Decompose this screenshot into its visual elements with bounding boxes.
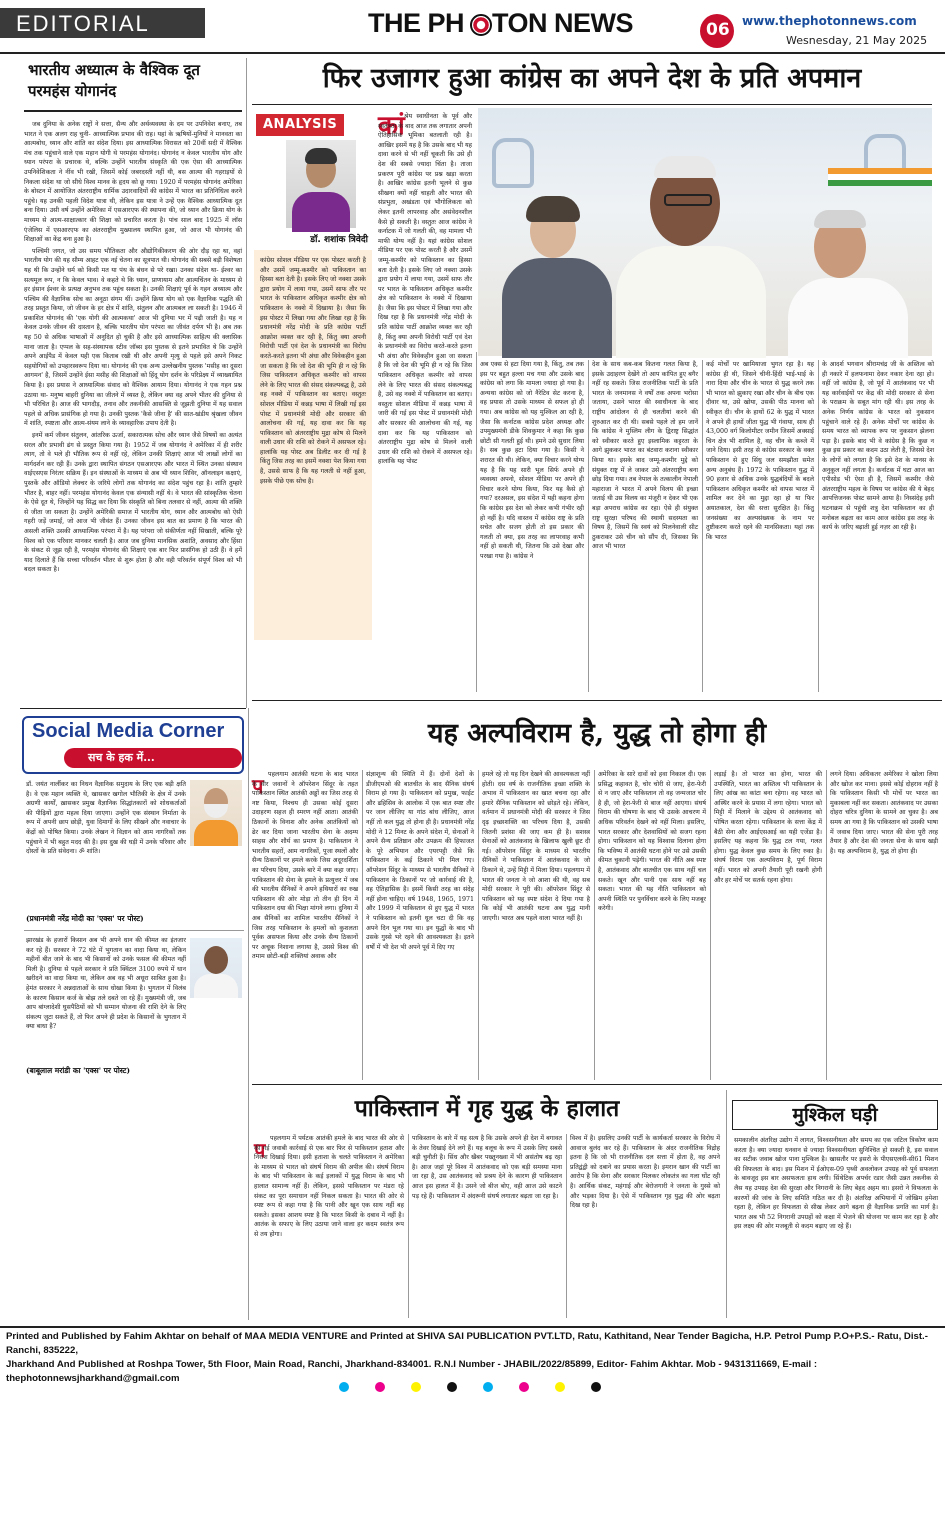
footer-imprint bbox=[6, 1330, 941, 1384]
article2-col-6: लगने दिया। अधिकतर अमेरिका ने खोला लिया और खोज कर माना। इससे कोई दोहराव नहीं है कि पाकिस्तान किसी भी मोर्चे पर भारत का मुकाबला नहीं कर सकता। आतंकवाद पर उसका दोहरा चरित्र दुनिया के सामने आ चुका है। अब समय आ गया है कि पाकिस्तान को उसकी भाषा में जवाब दिया जाए। भारत की सेना पूरी तरह तैयार है और देश की जनता सेना के साथ खड़ी है। यह अल्पविराम है, युद्ध तो होगा ही। bbox=[830, 771, 938, 855]
social-right-rule bbox=[248, 708, 249, 1320]
section-label: EDITORIAL bbox=[16, 11, 150, 36]
analysis-sidebar bbox=[254, 250, 372, 640]
article2-col-rule-1 bbox=[362, 770, 363, 1080]
website-link[interactable]: www.thephotonnews.com bbox=[742, 14, 917, 28]
mushkil-title: मुश्किल घड़ी bbox=[732, 1100, 938, 1130]
left-article-title: भारतीय अध्यात्म के वैश्विक दूत परमहंस योगानंद bbox=[24, 58, 242, 112]
author-shirt-icon bbox=[292, 192, 350, 232]
person-center-hair-icon bbox=[654, 156, 716, 178]
main-headline-rule bbox=[252, 104, 932, 105]
person-right-hair-icon bbox=[814, 210, 866, 228]
left-article-para-3: इनमें कर्म जीवन संतुलन, आंतरिक ऊर्जा, सकारात्मक सोच और ध्यान जैसे विषयों का अत्यंत सरल और प्रभावी ढंग से प्रस्तुत किया गया है। 1952 में जब योगानंद ने अमेरिका में ही शरीर त्याग, तो वे भले ही भौतिक रूप से नहीं रहे, लेकिन उनकी शिक्षाएं आज भी लाखों लोगों का मार्गदर्शन कर रही हैं। उनके द्वारा स्थापित संगठन एसआरएफ और भारत में स्थित उनका संस्थान वाईएसएस निरंतर सक्रिय हैं। इन संस्थाओं के माध्यम से अब भी ध्यान शिविर, ऑनलाइन कक्षाएं, पुस्तकें और ऑडियो लेक्चर के जरिये लोगों तक योगानंद का संदेश पहुंच रहा है। शांति तुम्हारे भीतर है, बाहर नहीं। परमहंस योगानंद केवल एक संन्यासी नहीं थे। वे भारत की सांस्कृतिक चेतना के ऐसे दूत थे, जिन्होंने यह सिद्ध कर दिया कि संस्कृति को बिना तलवार से नहीं, आत्मा की शक्ति से जीता जा सकता है। उन्होंने अमेरिकी समाज में भारतीय योग, ध्यान और आत्मबोध को ऐसी गहरी जड़ें जमाईं, जो आज भी जीवंत हैं। उनका जीवन इस बात का प्रमाण है कि भारत की असली शक्ति उसकी आध्यात्मिक परंपरा में है। यह परंपरा जो संकीर्णता नहीं सिखाती, बल्कि पूरे विश्व को एक परिवार मानकर चलती है। आज जब दुनिया मानसिक अशांति, अवसाद और हिंसा के संकट से जूझ रही है, परमहंस योगानंद की शिक्षाएं एक बार फिर प्रासंगिक हो उठी हैं। वे हमें याद दिलाते हैं कि सच्चा परिवर्तन भीतर से शुरू होता है और वही परिवर्तन संपूर्ण विश्व को भी बदल सकता है। bbox=[24, 432, 242, 574]
article2-headline: यह अल्पविराम है, युद्ध तो होगा ही bbox=[427, 718, 767, 749]
color-registration-bar bbox=[110, 1382, 830, 1392]
modi-beard-icon bbox=[204, 804, 228, 818]
black-mark-icon bbox=[447, 1382, 457, 1392]
social-divider bbox=[24, 930, 244, 931]
left-article bbox=[24, 58, 242, 708]
marandi-head-icon bbox=[204, 946, 228, 974]
article3-col-1: पहलगाम में पर्यटक आतंकी हमले के बाद भारत की ओर से की गई जवाबी कार्रवाई से एक बार फिर से पाकिस्तान हताश और निराश दिखाई दिया। इसी हताशा के चलते पाकिस्तान ने अमेरिका के माध्यम से भारत को संघर्ष विराम की अपील की। संघर्ष विराम के बाद भी पाकिस्तान के कई इलाकों में युद्ध विराम के बाद भी हालात सामान्य नहीं हैं। लेकिन, इससे पाकिस्तान पर मंडरा रहे संकट का पूरा समाधान नहीं निकल सकता है। भारत की ओर से स्पष्ट रूप से कहा गया है कि पानी और खून एक साथ नहीं बह सकते। इसका आशय स्पष्ट है कि भारत किसी के दबाव में नहीं है। आतंक के सफाए के लिए उठाया जाने वाला हर कदम स्वतंत्र रूप से तय होगा। bbox=[254, 1135, 404, 1238]
article2-col-rule-5 bbox=[826, 770, 827, 1080]
article2-dropcap: प bbox=[252, 774, 264, 798]
article2-col-rule-3 bbox=[594, 770, 595, 1080]
left-article-para-2: पश्चिमी जगत, जो उस समय भौतिकता और औद्योगिकीकरण की ओर दौड़ रहा था, वहां भारतीय योग की यह सौम्य आहट एक नई चेतना का सूत्रपात थी। योगानंद की सबसे बड़ी विशेषता यह थी कि उन्होंने धर्म को किसी मत या पंथ के बंधन से परे रखा। उनका संदेश था- ईश्वर का सत्यमूल रूप, न कि केवल भाव। वे कहते थे कि ध्यान, प्राणायाम और आत्मचिंतन के माध्यम से हर इंसान ईश्वर के प्रत्यक्ष अनुभव तक पहुंच सकता है। उनकी शिक्षाएं पूर्व के गहन अध्यात्म और पश्चिम की वैज्ञानिक सोच का अनूठा संगम थीं। उन्होंने क्रिया योग को एक वैज्ञानिक पद्धति की तरह प्रस्तुत किया, जो जीवन के हर क्षेत्र में शांति, संतुलन और आत्मबल ला सकती है। 1946 में प्रकाशित योगानंद की 'एक योगी की आत्मकथा' आज भी दुनिया भर में पढ़ी जाती है। यह न केवल उनके जीवन की दास्तान है, बल्कि भारतीय योग परंपरा का जीवंत दर्पण भी है। अब तक यह 50 से अधिक भाषाओं में अनूदित हो चुकी है और इसे आध्यात्मिक साहित्य की क्लासिक माना जाता है। एप्पल के सह-संस्थापक स्टीव जॉब्स इस पुस्तक से इतने प्रभावित थे कि उन्होंने अपने आईपैड में केवल यही एक किताब रखी थी और अपनी मृत्यु से पहले इसे अपने निकट सहयोगियों को उपहारस्वरूप दिया था। योगानंद की एक अन्य उल्लेखनीय पुस्तक 'मसीह का दूसरा आगमन' है, जिसमें उन्होंने ईसा मसीह की शिक्षाओं को हिंदू योग दर्शन के परिप्रेक्ष्य में व्याख्यायित किया है। इस प्रयास ने आध्यात्मिक संवाद को वैश्विक आयाम दिया। योगानंद ने एक गहन प्रश्न उठाया था- मनुष्य बाहरी दुनिया का जीतने में व्यस्त है, लेकिन क्या वह अपने भीतर की दुनिया से भी परिचित है। आज की भागदौड़, तनाव और तकनीकी आसक्ति से जूझती दुनिया में यह सवाल पहले से अधिक प्रासंगिक हो गया है। उनकी पुस्तक 'कैसे जीना है' की सात-खंडीय श्रृंखला जीवन में शांति, स्पष्टता और आत्म-संयम लाने के व्यावहारिक उपाय देती है। bbox=[24, 247, 242, 428]
analysis-col-4: कई मोर्चों पर खामियाजा भुगत रहा है। यह कांग्रेस ही थी, जिसने चीनी-हिंदी भाई-भाई के नारा दिया और चीन के भारत से युद्ध करने तक भी भारत को झुकाए रखा और चीन के बीच एक दीवार था, उसे खोया, उसकी पीठ मानना को स्वीकृत दी। चीन के हाथों 62 के युद्ध में भारत ने अपने ही हाथों जीता युद्ध भी गंवाया, साथ ही 43,000 वर्ग किलोमीटर जमीन जिसमें अक्साई चिन क्षेत्र भी शामिल है, वह चीन के कब्जे में जाने दिया। इसी तरह से कांग्रेस सरकार के वक्त पाकिस्तान से हुए सिंधु जल समझौता समेत अन्य अनुबंध हैं। 1972 के पाकिस्तान युद्ध में 90 हजार से अधिक उनके युद्धबंदियों के बदले पाकिस्तान अधिकृत कश्मीर को वापस भारत में शामिल कर देने का मुद्दा रहा हो या फिर अयातकाल, देश की सत्ता सुरक्षित है। किंतु जनसंख्या का अल्पसंख्यक के नाम पर तुष्टीकरण करते रहने की मानसिकता। यहां तक कि भारत bbox=[706, 361, 814, 541]
analysis-col-5: के आदर्श भगवान श्रीरामचंद्र जी के अस्तित्व को ही नकारे में हलफनामा देकर नकार देना रहा हो। वहीं जो कांग्रेस है, जो पूर्व में आतंकवाद पर भी यह कार्रवाईयों पर केंद्र की मोदी सरकार से सेना के पराक्रम के सबूत मांग रही थी। इस तरह के अनेक निर्णय कांग्रेस के भारत को नुकसान पहुंचाने वाले रहे हैं। अनेक मोर्चों पर कांग्रेस के समय भारत को व्यापक रूप पर नुकसान झेलना पड़ा है। इसके बाद भी वे कांग्रेस है कि कुछ न कुछ इस प्रकार का कदम उठा लेती है, जिससे देश के लोगों को लगता है कि इसे देश के मानस के अनुकूल नहीं लगता है। कर्नाटक में घटा आज का एपीसोड भी ऐसा ही है, जिसमें कश्मीर जैसे अंतरराष्ट्रीय महत्व के विषय पर कांग्रेस की ये बेहद आपत्तिजनक पोस्ट सामने आया है। निस्संदेह इसी घटनाक्रम से पहुंची शत्रु देश पाकिस्तान का ही मनोबल बढ़ता का काम आज कांग्रेस इस तरह के कार्य के जरिए बढ़ाती हुई नज़र आ रही है। bbox=[822, 361, 934, 532]
analysis-col-rule-3 bbox=[702, 360, 703, 692]
article2-top-rule bbox=[252, 700, 942, 701]
social-media-corner bbox=[22, 716, 244, 774]
social-tagline: सच के हक में... bbox=[88, 751, 155, 764]
analysis-dropcap: कां bbox=[378, 111, 405, 141]
footer-line-1: Printed and Published by Fahim Akhtar on behalf of MAA MEDIA VENTURE and Printed at SHIVA SAI PUBLICATION PVT.LTD, Ratu, Kathitand, Near Tender Bagicha, H.P. Petrol Pump P.O+P.S.- Ratu, Dist.-Ranchi, 835222, bbox=[6, 1331, 928, 1356]
article2-col-rule-2 bbox=[478, 770, 479, 1080]
marandi-avatar bbox=[190, 938, 242, 998]
article2-col-5: लड़ाई है। तो भारत का होना, भारत की उपस्थिति, भारत का अस्तित्व भी पाकिस्तान के लिए आंख का कांटा बना रहेगा। वह भारत को अस्थिर करने के प्रयास में लगा रहेगा। भारत को मिट्टी में मिलाने के उद्देश्य से आतंकवाद को पोषित करता रहेगा। पाकिस्तान के सत्ता केंद्र में बैठी सेना और आईएसआई का यही एजेंडा है। इसलिए यह कहना कि युद्ध टल गया, गलत होगा। युद्ध केवल कुछ समय के लिए रुका है। संघर्ष विराम एक अल्पविराम है, पूर्ण विराम नहीं। भारत को अपनी तैयारी पूरी रखनी होगी और हर मोर्चे पर सतर्क रहना होगा। bbox=[714, 771, 822, 884]
masthead bbox=[360, 4, 660, 42]
yellow-mark-icon bbox=[555, 1382, 565, 1392]
article2-col-1: पहलगाम आतंकी घटना के बाद भारत के वीर जवानों ने ऑपरेशन सिंदूर के तहत पाकिस्तान स्थित आतंकी अड्डों का जिस तरह से नष्ट किया, निश्चय ही उसका कोई दूसरा उदाहरण सहज ही स्मरण नहीं आता। आतंकी ठिकानों के विनाश और अनेक आतंकियों को ढेर कर दिया जाना भारतीय सेना के अदम्य साहस और शौर्य का प्रमाण है। पाकिस्तान ने भारतीय सहरों, आम नागरिकों, पूजा स्थलों और सैन्य ठिकानों पर हमले करके जिस अदूरदर्शिता का परिचय दिया, उसके बारे में क्या कहा जाए। पाकिस्तान की सेना के हमले के प्रत्युत्तर में जब की भारतीय सैनिकों ने अपने हथियारों का रुख पाकिस्तान की ओर मोड़ा तो तीन ही दिन में पाकिस्तान दया की भिक्षा मांगने लगा। दुनिया में अब सैनिकों का शामिल भारतीय सैनिकों ने जिस तरह पाकिस्तान के हमलों को कुशलता पूर्वक असफल किया और उनके सैन्य ठिकानों पर अचूक निशाना लगाया है, उससे विश्व की तमाम छोटी-बड़ी शक्तियां अवाक और bbox=[252, 771, 359, 961]
cyan-mark-icon bbox=[483, 1382, 493, 1392]
analysis-label-text: ANALYSIS bbox=[263, 117, 338, 132]
magenta-mark-icon bbox=[375, 1382, 385, 1392]
magenta-mark-icon bbox=[519, 1382, 529, 1392]
article3-top-rule bbox=[252, 1084, 942, 1085]
page-number: 06 bbox=[706, 20, 730, 40]
section-banner bbox=[0, 8, 205, 38]
person-center-body-icon bbox=[616, 246, 766, 358]
person-right-body-icon bbox=[788, 278, 908, 358]
social-post-2: झारखंड के हजारों किसान अब भी अपने धान की कीमत का इंतजार कर रहे हैं। सरकार ने 72 घंटे में भुगतान का वादा किया था, लेकिन महीनों बीत जाने के बाद भी किसानों को उनके फसल की कीमत नहीं मिली है। दुनिया से पहले सरकार ने प्रति क्विंटल 3100 रुपये में धान खरीदने का वादा किया था, लेकिन अब वह भी अधूरा साबित हुआ है। हेमंत सरकार ने अन्नदाताओं के साथ धोखा किया है। भुगतान में विलंब के कारण किसान कर्ज के बोझ तले दबते जा रहे हैं। मुख्यमंत्री जी, जब आप बांग्लादेशी घुसपैठियों को भी सम्मान योजना की राशि देने के लिए संकल्प जुटा सकते हैं, तो फिर अपने ही प्रदेश के किसानों के भुगतान में क्या बाधा है? bbox=[26, 937, 186, 1031]
article3-col-3: विश्व में है। इसलिए उनकी पार्टी के कार्यकर्ता सरकार के विरोध में आवाज बुलंद कर रहे हैं। पाकिस्तान के अंदर राजनीतिक विद्रोह इतना है कि जो भी राजनीतिक दल सत्ता में होता है, वह अपने प्रतिद्वंद्वी को दबाने का प्रयास करता है। इमरान खान की पार्टी का आरोप है कि सेना और सरकार मिलकर लोकतंत्र का गला घोंट रही है। आर्थिक संकट, महंगाई और बेरोजगारी ने जनता के गुस्से को और भड़का दिया है। ऐसे में पाकिस्तान गृह युद्ध की ओर बढ़ता दिख रहा है। bbox=[570, 1135, 720, 1210]
black-mark-icon bbox=[591, 1382, 601, 1392]
analysis-col-rule-2 bbox=[588, 360, 589, 692]
article3-col-rule-2 bbox=[566, 1134, 567, 1318]
social-post-1: डॉ. जयंत नार्लीकर का निधन वैज्ञानिक समुदाय के लिए एक बड़ी क्षति है। वे एक महान व्यक्ति थे, खासकर खगोल भौतिकी के क्षेत्र में उनके अग्रणी कार्यों, ख़ासकर प्रमुख वैज्ञानिक सिद्धांतकारों को शोधकर्ताओं की पीढ़ियों द्वारा महत्व दिया जाएगा। उन्होंने एक संस्थान निर्माता के रूप में अपनी छाप छोड़ी, युवा दिमागों के लिए सीखने और नवाचार के केंद्रों को पोषित किया। उनके लेखन ने विज्ञान को आम नागरिकों तक पहुंचाने में भी बहुत मदद की है। इस दुख की घड़ी में उनके परिवार और दोस्तों के प्रति संवेदना। ॐ शांति। bbox=[26, 781, 186, 856]
article2-col-3: हमले रहे तो यह दिन देखने की आवश्यकता नहीं होती। दस वर्ष के राजनीतिक इच्छा शक्ति के अभाव में पाकिस्तान का खात बचना रहा और हमारे सैनिक पाकिस्तान को छोड़ते रहे। लेकिन, वर्तमान में प्रधानमंत्री मोदी की सरकार ने जिस दृढ़ इच्छाशक्ति का परिचय दिया है, उसकी जितनी प्रशंसा की जाए कम ही है। सशस्त्र सेनाओं को आतंकवाद के खिलाफ खुली छूट दी गई। ऑपरेशन सिंदूर के माध्यम से भारतीय सैनिकों ने पाकिस्तान में आतंकवाद के जो ठिकाने थे, उन्हें मिट्टी में मिला दिया। पहलगाम में भारत की जनता ने जो आशा की थी, वह सब मोदी सरकार ने पूरी की। ऑपरेशन सिंदूर से पाकिस्तान को यह स्पष्ट संदेश दे दिया गया है कि कोई भी आतंकी घटना अब युद्ध मानी जाएगी। भारत अब पहले वाला भारत नहीं है। bbox=[482, 771, 590, 922]
left-article-para-1: जब दुनिया के अनेक राष्ट्रों ने सत्ता, सैन्य और अर्थव्यवस्था के दम पर उपनिवेश बनाए, तब भारत ने एक अलग राह चुनी- आध्यात्मिक प्रभाव की राह। यहां के ऋषियों-मुनियों ने मानवता का आत्मबोध, ध्यान और शांति का संदेश दिया। इस आध्यात्मिक विरासत को 20वीं सदी में वैश्विक मंच तक पहुंचाने वाले एक महान योगी थे परमहंस योगानंद। योगानंद न केवल भारतीय योग और ध्यान परंपरा के प्रचारक थे, बल्कि उन्होंने भारतीय संस्कृति की एक ऐसा की आध्यात्मिक उपनिवेशिकता ने नींव भी रखी, जिसमें कोई जबरदस्ती नहीं थी, बस आत्मा की गहराइयों से निकला संदेश था जो सीधे विश्व मानव के हृदय को छू गया। 1920 में परमहंस योगानंद अमेरिका के बोस्टन में आयोजित अंतरराष्ट्रीय धार्मिक उदारवादियों की कांग्रेस में भारत का प्रतिनिधित्व करने पहुंचे। यह उनकी पहली विदेश यात्रा थी, लेकिन इस यात्रा ने उन्हें एक वैश्विक आध्यात्मिक दूत बना दिया। उसी वर्ष उन्होंने अमेरिका में एसआरएफ की स्थापना की, जो ध्यान और क्रिया योग के माध्यम से आत्म-साक्षात्कार की शिक्षा को प्रचारित करता है। पांच साल बाद 1925 में लॉस एंजेलिस में एसआरएफ का अंतरराष्ट्रीय मुख्यालय स्थापित हुआ, जो आज भी योगानंद की शिक्षाओं का केंद्र बना हुआ है। bbox=[24, 121, 242, 244]
analysis-col-rule-1 bbox=[476, 352, 477, 692]
page-number-badge bbox=[700, 14, 734, 48]
article3-col-rule-1 bbox=[408, 1134, 409, 1318]
author-hair-icon bbox=[305, 148, 337, 164]
analysis-col-rule-4 bbox=[818, 360, 819, 692]
analysis-col-2: अब एक्स से हटा दिया गया है, किंतु, तब तक इस पर बहुत हल्ला मच गया और उसके बाद कांग्रेस को लगा कि मामला ज्यादा हो गया है। अन्यथा कांग्रेस को जो नैरेटिव सेट करना है, वह प्रयास तो उसके माध्यम से सफल हो ही गया। अब कांग्रेस को यह मुश्किल आ रही है, जैसा कि कर्नाटक कांग्रेस प्रदेश अध्यक्ष और उपमुख्यमंत्री डीके शिवकुमार ने कहा कि कुछ छोटी सी गलती हुई थी। हमने उसे सुधार लिया है। सब कुछ हटा दिया गया है। किसी ने शरारत की थी। लेकिन, क्या विचार करने योग्य यह है कि यह सारी भूल सिर्फ अपने ही व्यवस्था अपनो, सोशल मीडिया पर अपने ही विचार करने योग्य किया, फिर यह कैसे हो गया? दरअसल, इस संदेश में यही कहना होगा कि कांग्रेस इस देश को लेकर कभी गंभीर रही हो नहीं है। यदि वास्तव में कांग्रेस राष्ट्र के प्रति सचेत और सजग होती तो इस प्रकार की गलती तो क्या, इस तरह का लापरवाह कभी नहीं हो सकती थी, जितना कि उसे देखा और परखा गया है। कांग्रेस ने bbox=[480, 361, 584, 560]
analysis-label bbox=[256, 114, 344, 136]
cyan-mark-icon bbox=[339, 1382, 349, 1392]
masthead-left: THE PH bbox=[368, 8, 465, 38]
left-column-rule bbox=[246, 58, 247, 708]
person-center-glasses-icon bbox=[664, 194, 712, 206]
congress-leaders-photo bbox=[478, 108, 932, 356]
social-tagline-band bbox=[64, 748, 242, 768]
person-left-body-icon bbox=[502, 258, 612, 358]
author-name: डॉ. शशांक त्रिवेदी bbox=[310, 235, 368, 245]
person-left-hair-icon bbox=[526, 196, 580, 222]
masthead-right: TON NEWS bbox=[492, 8, 634, 38]
analysis-col-3: देश के साथ कब-कब कितना गलत किया है, इसके उदाहरण देखेंगे तो आप कांपित हुए बगैर नहीं रह सकते। जिस राजनीतिक पार्टी के प्रति भारत के जनमानस ने वर्षों तक अपना भरोसा जताया, उसने भारत की स्वाधीनता के बाद राष्ट्रीय आंदोलन से ही चलतीयां करने की शुरुआत कर दी थी। सबसे पहले तो हम जानें कि कांग्रेस ने मुस्लिम लीग के द्विराष्ट्र सिद्धांत को स्वीकार करते हुए इस्लामिक कट्टरता के आगे झुककर भारत का बंटवारा कराना स्वीकार किया था। इसके बाद जम्मू-कश्मीर मुद्दे को संयुक्त राष्ट्र में ले जाकर उसे अंतरराष्ट्रीय बना छोड़ दिया गया। तब नेपाल के तत्कालीन नेपाली महाराजा ने भारत में अपने विलय की इच्छा जताई थी उस विलय का मंजूरी न देकर भी एक बड़ा अपराध कांग्रेस का रहा। ऐसे ही संयुक्त राष्ट्र सुरक्षा परिषद की स्थायी सदस्यता का विषय है, जिसमें कि स्वयं को मिलनेवाली सीट ठुकराकर उसे चीन को सौंप दी, जिसका कि आज भी भारत bbox=[592, 361, 698, 551]
modi-avatar bbox=[190, 780, 242, 846]
footer-rule bbox=[0, 1326, 945, 1328]
left-article-body bbox=[24, 120, 242, 575]
marandi-body-icon bbox=[194, 974, 238, 998]
main-headline: फिर उजागर हुआ कांग्रेस का अपने देश के प्रति अपमान bbox=[322, 63, 862, 94]
analysis-sidebar-text: कांग्रेस सोशल मीडिया पर एक पोस्टर करती है और उसमें जम्मू-कश्मीर को पाकिस्तान का हिस्सा बता देती है। इसके लिए जो नक्शा उसके द्वारा प्रयोग में लाया गया, उसमें साफ तौर पर भारत के पाकिस्तान अधिकृत कश्मीर क्षेत्र को पाकिस्तान के नक्शे में दिखाया है। जैसा कि इस पोस्टर में लिखा गया और लिखा रहा है कि प्रधानमंत्री नरेंद्र मोदी के प्रति कांग्रेस पार्टी आक्रोश व्यक्त कर रही है, किंतु क्या अपनी विरोधी पार्टी एवं देश के प्रधानमंत्री का विरोध करते-करते इतना भी अंधा और विवेकहीन हुआ जा सकता है कि जो देश की भूमि ही न रहे कि जिस पाकिस्तान अधिकृत कश्मीर को वापस लेने के लिए भारत की संसद संकल्पबद्ध है, उसे वह नक्शे में पाकिस्तान का बताए। वस्तुतः सोशल मीडिया में कन्नड़ भाषा में लिखी गई इस पोस्ट में प्रधानमंत्री मोदी और सरकार की आलोचना की गई, यह दावा कर कि यह पाकिस्तान को अंतरराष्ट्रीय मुद्रा कोष से मिलने वाली उधार की राशि को रोकने में असफल रहे। हालांकि यह पोस्ट अब डिलीट कर दी गई है किंतु जिस तरह का इसमें नक्शा पेश किया गया है, उससे साफ है कि यह गलती से नहीं हुआ, इसके पीछे एक सोच है। bbox=[260, 257, 366, 485]
yellow-mark-icon bbox=[411, 1382, 421, 1392]
article2-col-rule-4 bbox=[710, 770, 711, 1080]
social-post-1-source: (प्रधानमंत्री नरेंद्र मोदी का 'एक्स' पर पोस्ट) bbox=[26, 914, 144, 923]
analysis-col-1: श्रेय स्वाधीनता के पूर्व और स्वतंत्रता के बाद आज तक लगातार अपनी ऐतिहासिक भूमिका बतलाती रही है। आखिर इसमें यह है कि उसके बाद भी यह दावा करने से भी नहीं चूकती कि उसे ही देश की सबसे ज्यादा चिंता है। ताजा प्रकरण पूरी कांग्रेस पर प्रश्न खड़ा करता है। आखिर कांग्रेस इतनी भूलने से कुछ सीखना क्यों नहीं चाहती और भारत की संप्रभुता, अखंडता एवं भौगोलिकता को लेकर इतनी लापरवाह और असंवेदनशील कैसे हो सकती है। वस्तुतः आज कांग्रेस ने कर्नाटक में जो गलती की, वह मामला भी माफी योग्य नहीं है। यहां कांग्रेस सोशल मीडिया पर एक पोस्ट करती है और उसमें जम्मू-कश्मीर को पाकिस्तान का हिस्सा बता देती है। इसके लिए जो नक्शा उसके द्वारा प्रयोग में लाया गया, उसमें साफ तौर पर भारत के पाकिस्तान अधिकृत कश्मीर क्षेत्र को पाकिस्तान के नक्शे में दिखाया है। जैसा कि इस पोस्टर में लिखा गया और दिख रहा है कि प्रधानमंत्री नरेंद्र मोदी के प्रति कांग्रेस पार्टी आक्रोश व्यक्त कर रही है, किंतु क्या अपनी विरोधी पार्टी एवं देश के प्रधानमंत्री का विरोध करते-करते इतना भी अंधा और विवेकहीन हुआ जा सकता है कि जो देश की भूमि ही न रहे कि जिस पाकिस्तान अधिकृत कश्मीर को वापस लेने के लिए भारत की संसद संकल्पबद्ध है, उसे वह नक्शे में पाकिस्तान का बताए। वस्तुतः सोशल मीडिया में कन्नड़ भाषा में जारी की गई इस पोस्ट में प्रधानमंत्री मोदी और सरकार की आलोचना की गई, यह दावा कर कि यह पाकिस्तान को अंतरराष्ट्रीय मुद्रा कोष से मिलने वाली उधार की राशि को रोकने में असफल रहे। हालांकि यह पोस्ट bbox=[378, 113, 472, 466]
hand-symbol-icon bbox=[492, 138, 534, 188]
article3-dropcap: प bbox=[254, 1138, 266, 1162]
footer-line-2: Jharkhand And Published at Roshpa Tower, 5th Floor, Main Road, Ranchi, Jharkhand-834001. R.N.I Number - JHABIL/2022/85899, Editor- Fahim Akhtar. Mob - 9431311669, E-mail : thephotonnewsjharkhand@gmail.com bbox=[6, 1359, 818, 1384]
author-photo bbox=[286, 140, 356, 228]
social-title: Social Media Corner bbox=[32, 720, 225, 742]
article3-right-rule bbox=[726, 1090, 727, 1318]
header-rule bbox=[0, 52, 945, 54]
article2-col-2: संज्ञाशून्य की स्थिति में हैं। दोनों देशों के डीजीएमओ की बातचीत के बाद सैनिक संघर्ष विराम हो गया है। पाकिस्तान को प्रमुख, फाईट और ढहिसिव के आलोक में एक बात स्पष्ट तौर पर जान लीजिए या गांठ बांध लीजिए, आज नहीं तो कल युद्ध तो होना ही है। प्रधानमंत्री नरेंद्र मोदी ने 12 मिनट के अपने संदेश में, सेनाओं ने अपने सैन्य प्रतिष्ठान और उपक्रम की हिफाजत के पूरे अभियान और एयरपट्टी जैसे कि पाकिस्तान के कई ठिकाने भी मिल गए। ऑपरेशन सिंदूर के माध्यम से भारतीय सैनिकों ने पाकिस्तान के ठिकानों पर जो कार्रवाई की है, वह ऐतिहासिक है। इसमें किसी तरह का संदेह नहीं होना चाहिए। वर्ष 1948, 1965, 1971 और 1999 में पाकिस्तान से हुए युद्ध में भारत ने पाकिस्तान को इतनी धूल चटा दी कि वह अपने दिन भूल गया था। इन युद्धों के बाद भी उसके गुस्से भरे रहने की आवश्यकता है। इतने वर्षों में भी देश भी अपने पूर्व में दिए गए bbox=[366, 771, 474, 951]
social-top-rule bbox=[20, 708, 246, 709]
mushkil-text: समकालीन अंतरिक्ष उद्योग में लागत, विश्वसनीयता और समय का एक जटिल त्रिकोण काम करता है। क्या ज्यादा धनवान से ज्यादा विश्वसनीयता सुनिश्चित हो सकती है, इस सवाल का सटीक जवाब खोज पाना मुश्किल है। खासतौर पर इसरो के पीएसएलवी-सी61 मिशन की विफलता के बाद। इस मिशन में ईओएस-09 पृथ्वी अवलोकन उपग्रह को पूर्व सफलता के बावजूद इस बार असफलता हाथ लगी। सिंथेटिक अपर्चर रडार जैसी उन्नत तकनीक से लैस यह उपग्रह देश की सुरक्षा और निगरानी के लिए बेहद अहम था। इसरो ने विफलता के कारणों की जांच के लिए समिति गठित कर दी है। अंतरिक्ष अभियानों में जोखिम हमेशा रहता है, लेकिन हर विफलता से सीख लेकर आगे बढ़ना ही वैज्ञानिक प्रगति का मार्ग है। भारत अब भी 52 निगरानी उपग्रहों को कक्षा में भेजने की योजना पर काम कर रहा है और इस लक्ष्य की ओर मजबूती से कदम बढ़ाए जा रहे हैं। bbox=[734, 1137, 938, 1231]
article3-headline: पाकिस्तान में गृह युद्ध के हालात bbox=[354, 1095, 620, 1122]
photon-logo-icon bbox=[470, 14, 492, 36]
article3-col-2: पाकिस्तान के बारे में यह सत्य है कि उसके अपने ही देश में बगावत के तेवर दिखाई देने लगे हैं। यह बलूच के रूप में उसके लिए सबसे बड़ी चुनौती है। सिंध और खैबर पख्तूनख्वा में भी असंतोष बढ़ रहा है। आज जहां पूरे विश्व में आतंकवाद को एक बड़ी समस्या माना जा रहा है, उस आतंकवाद को प्रश्रय देने के कारण ही पाकिस्तान आज इस हालत में है। उसने जो बीज बोए, वही आज उसे काटने पड़ रहे हैं। पाकिस्तान में अंदरूनी संघर्ष लगातार बढ़ता जा रहा है। bbox=[412, 1135, 562, 1200]
flag-stripe-icon bbox=[828, 180, 932, 186]
article2-col-4: अमेरिका के सारे दावों को हवा निकाल दी। एक प्रसिद्ध कहावत है, चोर चोरी से जाए, हेरा-फेरी से न जाए और पाकिस्तान तो वह जन्मजात चोर है ही, जो हेरा-फेरी से बाज नहीं आएगा। संघर्ष विराम की घोषणा के बाद भी उसके आचरण में अधिक परिवर्तन देखने को नहीं मिला। इसलिए, भारत सरकार और देशवासियों को सजग रहना होगा। पाकिस्तान को यह विश्वास दिलाना होगा कि भविष्य में आतंकी घटना होने पर उसे उसकी कीमत चुकानी पड़ेगी। भारत की नीति अब स्पष्ट है, आतंकवाद और बातचीत एक साथ नहीं चल सकते। खून और पानी एक साथ नहीं बह सकता। भारत की यह नीति पाकिस्तान को अपनी स्थिति पर पुनर्विचार करने के लिए मजबूर करेगी। bbox=[598, 771, 706, 913]
modi-body-icon bbox=[194, 820, 238, 846]
social-post-2-source: (बाबूलाल मरांडी का 'एक्स' पर पोस्ट) bbox=[26, 1066, 131, 1075]
issue-date: Wesnesday, 21 May 2025 bbox=[786, 34, 928, 47]
